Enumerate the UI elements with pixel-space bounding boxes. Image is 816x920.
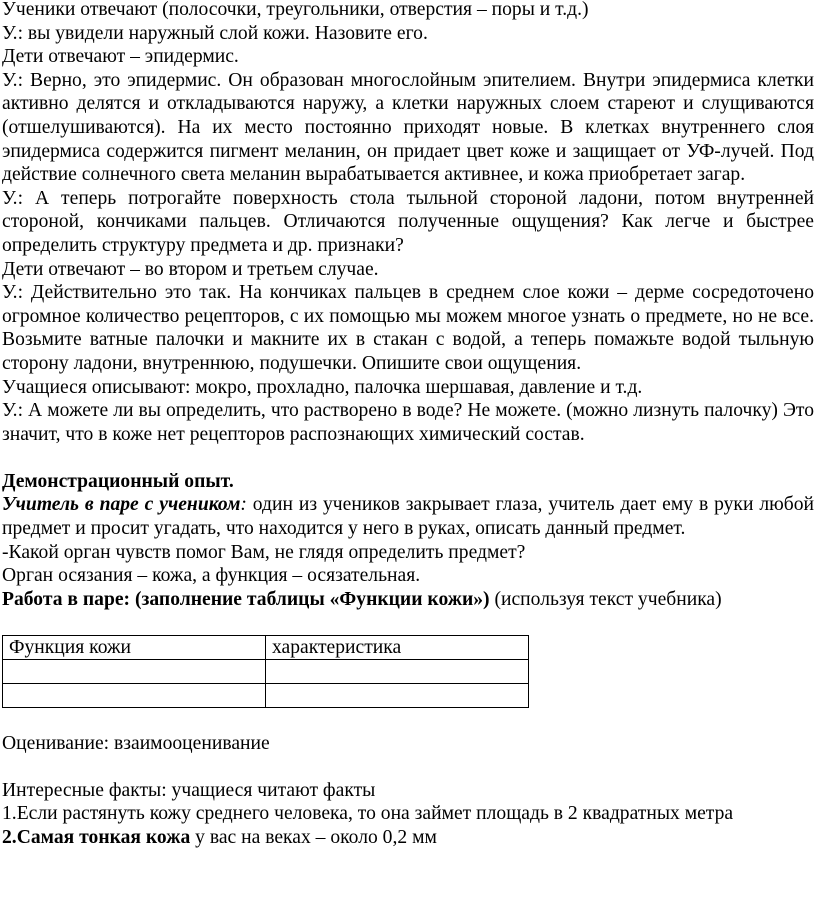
paragraph-touch-table: У.: А теперь потрогайте поверхность стола тыльной стороной ладони, потом внутренней стороной, кончиками пальцев. Отличаются полученные ощущения? Как легче и быстрее определить структуру предмета и др. признаки? [2, 187, 814, 256]
demo-pair-paragraph [2, 493, 814, 540]
paragraph-children-answer-epidermis: Дети отвечают – эпидермис. [2, 46, 239, 68]
paragraph-chemical-receptors: У.: А можете ли вы определить, что растворено в воде? Не можете. (можно лизнуть палочку) Это значит, что в коже нет рецепторов распознающих химический состав. [2, 400, 814, 445]
paragraph-teacher-question: У.: вы увидели наружный слой кожи. Назовите его. [2, 22, 428, 44]
work-in-pair-rest: (используя текст учебника) [489, 588, 722, 610]
fact-2 [2, 826, 814, 850]
work-in-pair-paragraph [2, 588, 814, 612]
fact-2-bold: 2.Самая тонкая кожа [2, 827, 191, 848]
skin-functions-table [2, 635, 529, 708]
demo-pair-text: один из учеников закрывает глаза, учитель дает ему в руки любой предмет и просит угадать, что находится у него в руках, описать данный предмет. [2, 494, 815, 540]
paragraph-students-describe: Учащиеся описывают: мокро, прохладно, палочка шершавая, давление и т.д. [2, 376, 643, 398]
table-row [3, 660, 529, 684]
paragraph-receptors: У.: Действительно это так. На кончиках пальцев в среднем слое кожи – дерме сосредоточено огромное количество рецепторов, с их помощью мы можем многое узнать о предмете, но не все. Возьмите ватные палочки и макните их в стакан с водой, а теперь помажьте водой тыльную сторону ладони, внутреннюю, подушечки. Опишите свои ощущения. [2, 282, 814, 374]
demo-pair-label: Учитель в паре с учеником [2, 494, 241, 516]
table-cell [266, 684, 529, 708]
table-cell [3, 684, 266, 708]
blank-line [2, 446, 814, 470]
table-header-row [3, 636, 529, 660]
paragraph-epidermis-explanation: У.: Верно, это эпидермис. Он образован многослойным эпителием. Внутри эпидермиса клетки активно делятся и откладываются наружу, а клетки наружных слоем стареют и слущиваются (отшелушиваются). На их место постоянно приходят новые. В клетках внутреннего слоя эпидермиса содержится пигмент меланин, он придает цвет коже и защищает от УФ-лучей. Под действие солнечного света меланин вырабатывается активнее, и кожа приобретает загар. [2, 69, 814, 186]
fact-1: 1.Если растянуть кожу среднего человека, то она займет площадь в 2 квадратных метра [2, 803, 734, 825]
facts-intro: Интересные факты: учащиеся читают факты [2, 779, 376, 801]
demo-answer: Орган осязания – кожа, а функция – осязательная. [2, 565, 421, 587]
demo-heading: Демонстрационный опыт. [2, 470, 234, 492]
table-cell [266, 660, 529, 684]
assessment-line: Оценивание: взаимооценивание [2, 732, 270, 754]
table-header-function: Функция кожи [3, 636, 266, 660]
blank-line [2, 755, 814, 779]
work-in-pair-bold: Работа в паре: (заполнение таблицы «Функции кожи») [2, 588, 490, 610]
demo-pair-colon: : [240, 494, 247, 516]
blank-line [2, 611, 814, 635]
paragraph-students-answer: Ученики отвечают (полосочки, треугольники, отверстия – поры и т.д.) [2, 0, 589, 20]
table-row [3, 684, 529, 708]
demo-question: -Какой орган чувств помог Вам, не глядя определить предмет? [2, 541, 526, 563]
document-page [2, 0, 814, 850]
table-cell [3, 660, 266, 684]
table-header-characteristic: характеристика [266, 636, 529, 660]
blank-line [2, 708, 814, 732]
fact-2-rest: у вас на веках – около 0,2 мм [190, 827, 437, 848]
paragraph-children-answer-second-third: Дети отвечают – во втором и третьем случае. [2, 258, 379, 280]
